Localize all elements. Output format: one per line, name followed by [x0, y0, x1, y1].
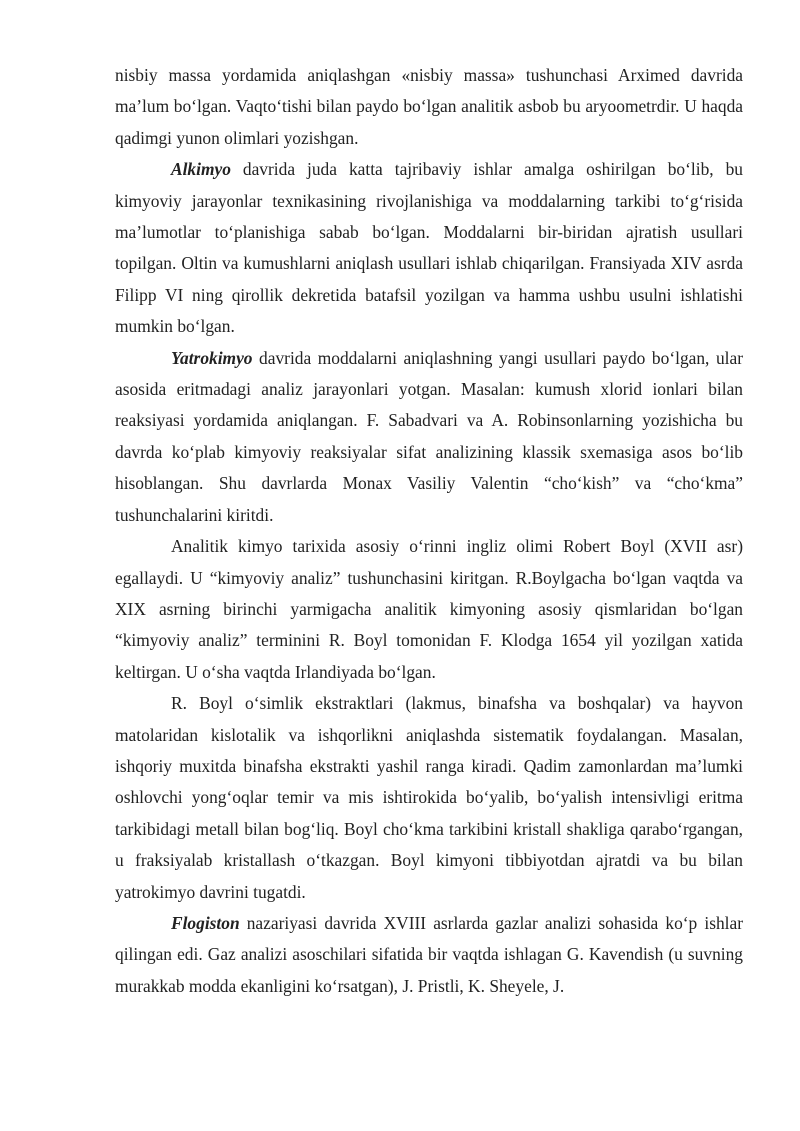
paragraph-term: Yatrokimyo — [171, 347, 253, 368]
paragraph-text: nazariyasi davrida XVIII asrlarda gazlar analizi sohasida ko‘p ishlar qilingan edi. Gaz analizi asoschilari sifatida bir vaqtda ishlagan G. Kavendish (u suvning murakkab modda ekanligini ko‘rsatgan), J. Pristli, K. Sheyele, J. — [115, 912, 743, 996]
paragraph-6 — [115, 908, 743, 1002]
paragraph-text: davrida moddalarni aniqlashning yangi usullari paydo bo‘lgan, ular asosida eritmadagi analiz jarayonlari yotgan. Masalan: kumush xlorid ionlari bilan reaksiyasi yordamida aniqlangan. F. Sabadvari va A. Robinsonlarning yozishicha bu davrda ko‘plab kimyoviy reaksiyalar sifat analizining klassik sxemasiga asos bo‘lib hisoblangan. Shu davrlarda Monax Vasiliy Valentin “cho‘kish” va “cho‘kma” tushunchalarini kiritdi. — [115, 347, 743, 525]
paragraph-text: R. Boyl o‘simlik ekstraktlari (lakmus, binafsha va boshqalar) va hayvon matolaridan kislotalik va ishqorlikni aniqlashda sistematik foydalangan. Masalan, ishqoriy muxitda binafsha ekstrakti yashil ranga kiradi. Qadim zamonlardan ma’lumki oshlovchi yong‘oqlar temir va mis ishtirokida bo‘yalib, bo‘yalish intensivligi eritma tarkibidagi metall bilan bog‘liq. Boyl cho‘kma tarkibini kristall shakliga qarabo‘rgangan, u fraksiyalab kristallash o‘tkazgan. Boyl kimyoni tibbiyotdan ajratdi va bu bilan yatrokimyo davrini tugatdi. — [115, 693, 743, 902]
paragraph-text: Analitik kimyo tarixida asosiy o‘rinni ingliz olimi Robert Boyl (XVII asr) egallaydi. U “kimyoviy analiz” tushunchasini kiritgan. R.Boylgacha bo‘lgan vaqtda va XIX asrning birinchi yarmigacha analitik kimyoning asosiy qismlaridan bo‘lgan “kimyoviy analiz” terminini R. Boyl tomonidan F. Klodga 1654 yil yozilgan xatida keltirgan. U o‘sha vaqtda Irlandiyada bo‘lgan. — [115, 536, 743, 682]
paragraph-1 — [115, 60, 743, 154]
paragraph-term: Flogiston — [171, 912, 240, 933]
paragraph-text: nisbiy massa yordamida aniqlashgan «nisbiy massa» tushunchasi Arximed davrida ma’lum bo‘lgan. Vaqto‘tishi bilan paydo bo‘lgan analitik asbob bu aryoometrdir. U haqda qadimgi yunon olimlari yozishgan. — [115, 65, 743, 148]
paragraph-4 — [115, 531, 743, 688]
paragraph-term: Alkimyo — [171, 159, 231, 180]
paragraph-text: davrida juda katta tajribaviy ishlar amalga oshirilgan bo‘lib, bu kimyoviy jarayonlar texnikasining rivojlanishiga va moddalarning tarkibi to‘g‘risida ma’lumotlar to‘planishiga sabab bo‘lgan. Moddalarni bir-biridan ajratish usullari topilgan. Oltin va kumushlarni aniqlash usullari ishlab chiqarilgan. Fransiyada XIV asrda Filipp VI ning qirollik dekretida batafsil yozilgan va hamma ushbu usulni ishlatishi mumkin bo‘lgan. — [115, 159, 743, 337]
paragraph-5 — [115, 688, 743, 908]
paragraph-3 — [115, 343, 743, 531]
document-page — [115, 60, 743, 1002]
paragraph-2 — [115, 154, 743, 342]
